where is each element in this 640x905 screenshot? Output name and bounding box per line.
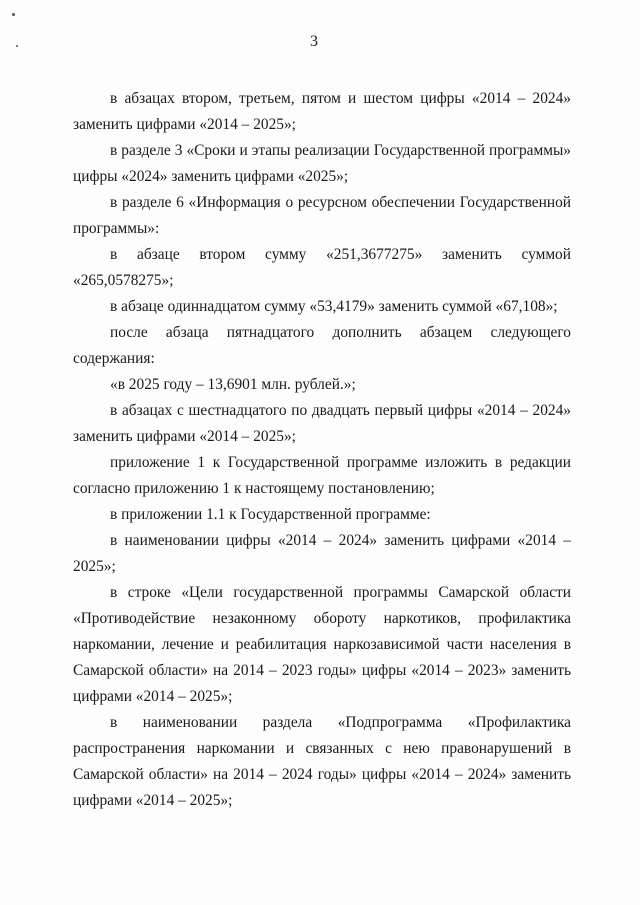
paragraph: в разделе 3 «Сроки и этапы реализации Государственной программы» цифры «2024» заменить цифрами «2025»; [73, 142, 571, 185]
paragraph: в строке «Цели государственной программы Самарской области «Противодействие незаконному обороту наркотиков, профилактика наркомании, лечение и реабилитация наркозависимой части населения в Самарской области» на 2014 – 2023 годы» цифры «2014 – 2023» заменить цифрами «2014 – 2025»; [73, 584, 571, 705]
paragraph: в наименовании цифры «2014 – 2024» заменить цифрами «2014 – 2025»; [73, 532, 571, 575]
paragraph: в абзаце одиннадцатом сумму «53,4179» заменить суммой «67,108»; [110, 298, 558, 315]
paragraph: «в 2025 году – 13,6901 млн. рублей.»; [110, 376, 356, 393]
paragraph: в абзацах втором, третьем, пятом и шестом цифры «2014 – 2024» заменить цифрами «2014 – 2025»; [73, 90, 571, 133]
document-body [73, 86, 571, 814]
paragraph: в абзаце втором сумму «251,3677275» заменить суммой «265,0578275»; [73, 246, 571, 289]
paragraph: в приложении 1.1 к Государственной программе: [110, 506, 431, 523]
paragraph: приложение 1 к Государственной программе изложить в редакции согласно приложению 1 к настоящему постановлению; [73, 454, 571, 497]
paragraph: после абзаца пятнадцатого дополнить абзацем следующего содержания: [73, 324, 571, 367]
page-number: 3 [310, 33, 318, 50]
paragraph: в разделе 6 «Информация о ресурсном обеспечении Государственной программы»: [73, 194, 571, 237]
paragraph: в абзацах с шестнадцатого по двадцать первый цифры «2014 – 2024» заменить цифрами «2014 – 2025»; [73, 402, 571, 445]
paragraph: в наименовании раздела «Подпрограмма «Профилактика распространения наркомании и связанных с нею правонарушений в Самарской области» на 2014 – 2024 годы» цифры «2014 – 2024» заменить цифрами «2014 – 2025»; [73, 714, 571, 809]
scan-speck [12, 13, 15, 16]
